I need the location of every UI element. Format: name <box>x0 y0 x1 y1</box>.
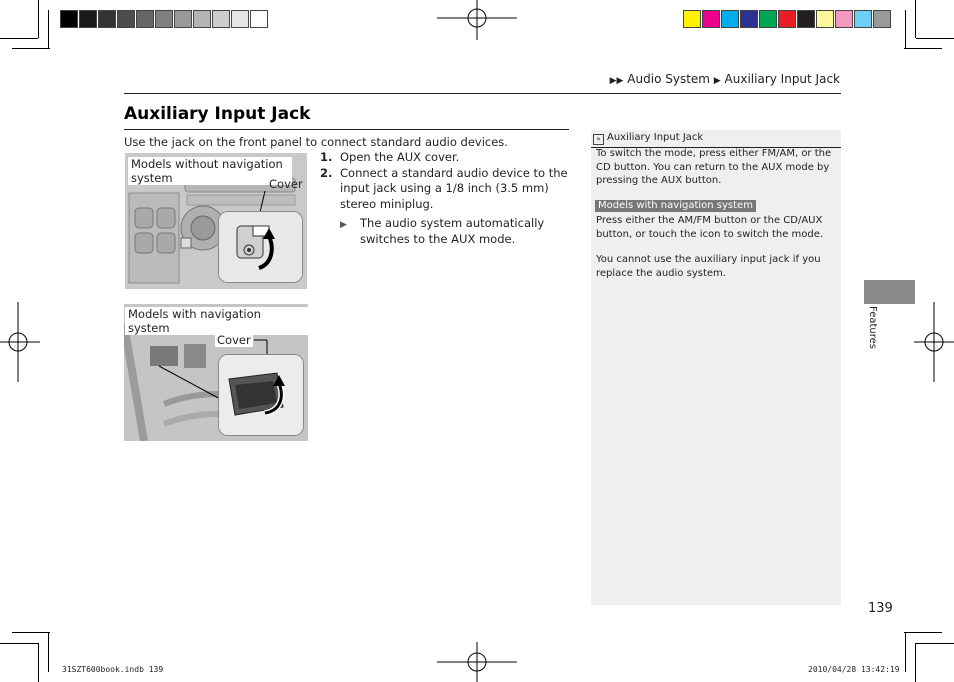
color-swatch <box>174 10 192 28</box>
color-bars <box>683 10 892 30</box>
sidebar-para-1: To switch the mode, press either FM/AM, or the CD button. You can return to the AUX mode by pressing the AUX button. <box>596 148 832 186</box>
section-tab-label[interactable]: Features <box>867 306 878 349</box>
figure-with-nav <box>124 304 308 441</box>
color-swatch <box>759 10 777 28</box>
color-swatch <box>702 10 720 28</box>
sidebar-para-2: Press either the AM/FM button or the CD/AUX button, or touch the icon to switch the mode. <box>596 215 824 240</box>
triangle-bullet-icon: ▶ <box>340 220 347 230</box>
color-swatch <box>740 10 758 28</box>
step-text: Open the AUX cover. <box>340 150 460 164</box>
color-swatch <box>79 10 97 28</box>
step-1 <box>320 150 572 166</box>
instruction-steps <box>320 150 572 247</box>
step-number: 2. <box>320 165 333 180</box>
color-swatch <box>136 10 154 28</box>
color-swatch <box>155 10 173 28</box>
color-swatch <box>683 10 701 28</box>
color-swatch <box>778 10 796 28</box>
breadcrumb-part2[interactable]: Auxiliary Input Jack <box>724 72 840 86</box>
figure-without-nav <box>125 153 307 289</box>
color-swatch <box>212 10 230 28</box>
color-swatch <box>816 10 834 28</box>
substep <box>320 216 572 247</box>
section-tab <box>864 280 915 304</box>
page-number: 139 <box>868 601 893 616</box>
grayscale-bars <box>60 10 269 30</box>
title-rule <box>124 129 569 130</box>
sidebar-heading <box>591 130 841 148</box>
breadcrumb-arrows: ▶▶ <box>609 76 624 86</box>
color-swatch <box>797 10 815 28</box>
registration-mark-top <box>437 0 517 40</box>
header-rule <box>124 93 841 94</box>
sidebar-note <box>591 130 841 605</box>
slug-left: 31SZT600book.indb 139 <box>62 665 164 674</box>
registration-mark-bottom <box>437 642 517 682</box>
breadcrumb-sep: ▶ <box>713 76 721 86</box>
color-swatch <box>98 10 116 28</box>
figure2-inset <box>218 354 304 436</box>
step-text: Connect a standard audio device to the input jack using a 1/8 inch (3.5 mm) stereo miniplug. <box>340 165 568 211</box>
color-swatch <box>117 10 135 28</box>
color-swatch <box>60 10 78 28</box>
figure1-inset <box>218 211 303 283</box>
color-swatch <box>835 10 853 28</box>
intro-text: Use the jack on the front panel to connect standard audio devices. <box>124 135 508 149</box>
color-swatch <box>193 10 211 28</box>
nav-model-badge: Models with navigation system <box>595 200 756 212</box>
slug-right: 2010/04/28 13:42:19 <box>808 665 900 674</box>
figure2-label: Models with navigation system <box>125 307 308 335</box>
figure1-label: Models without navigation system <box>128 157 292 185</box>
note-icon: » <box>593 134 604 145</box>
color-swatch <box>854 10 872 28</box>
registration-mark-right <box>914 302 954 382</box>
page-title: Auxiliary Input Jack <box>124 104 311 124</box>
color-swatch <box>250 10 268 28</box>
breadcrumb <box>610 72 840 86</box>
step-number: 1. <box>320 150 333 164</box>
color-swatch <box>873 10 891 28</box>
substep-text: The audio system automatically switches to the AUX mode. <box>360 216 545 246</box>
color-swatch <box>231 10 249 28</box>
sidebar-para-3: You cannot use the auxiliary input jack if you replace the audio system. <box>596 254 821 279</box>
color-swatch <box>721 10 739 28</box>
breadcrumb-part1[interactable]: Audio System <box>627 72 710 86</box>
sidebar-heading-text: Auxiliary Input Jack <box>607 132 704 143</box>
registration-mark-left <box>0 302 40 382</box>
step-2 <box>320 166 572 213</box>
figure2-cover-callout: Cover <box>217 333 251 347</box>
figure1-cover-callout: Cover <box>269 177 303 191</box>
